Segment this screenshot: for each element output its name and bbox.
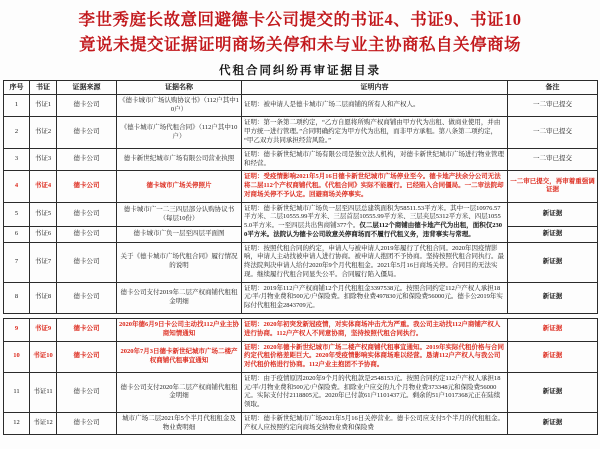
table-cell: 一二审已提交	[508, 117, 598, 148]
table-cell: 新证据	[508, 202, 598, 227]
table-cell: 证明：2020年初突发新冠疫情，对实体商场冲击尤为严重。我公司主动找112户商铺产权人进行协商。112户产权人不同意协商，坚持按照代租合同执行。	[242, 319, 508, 342]
table-header	[4, 80, 598, 94]
column-header: 序号	[4, 80, 30, 94]
table-cell: 一二审已提交	[508, 94, 598, 117]
table-cell: 德卡公司	[57, 94, 117, 117]
table-row	[4, 94, 598, 117]
table-cell: 德卡公司	[57, 202, 117, 227]
headline	[3, 8, 597, 58]
column-header: 证明内容	[242, 80, 508, 94]
table-cell: 证明：被申请人是德卡城市广场二层商铺的所有人和产权人。	[242, 94, 508, 117]
table-title: 代租合同纠纷再审证据目录	[219, 64, 381, 77]
table-cell: 书证1	[30, 94, 57, 117]
table-cell: 《德卡城市广场认购协议书》（112户其中10户）	[117, 94, 242, 117]
table-cell: 新证据	[508, 319, 598, 342]
table-cell: 6	[4, 227, 30, 242]
table-cell: 德卡公司	[57, 148, 117, 171]
table-row	[4, 202, 598, 227]
table-cell: 新证据	[508, 282, 598, 313]
table-cell: 德卡城市广负一层至四层平面图	[117, 227, 242, 242]
emphasized-text: 仅二层112个商铺由德卡地产代为出租，面积仅2300平方米。法院认为德卡公司故意关停商场而不履行代租义务，违背事实与常理。	[244, 222, 503, 238]
table-cell: 9	[4, 319, 30, 342]
table-cell: 12	[4, 412, 30, 435]
table-row	[4, 412, 598, 435]
table-cell: 新证据	[508, 227, 598, 242]
table-cell: 书证5	[30, 202, 57, 227]
table-row	[4, 171, 598, 202]
table-cell: 书证12	[30, 412, 57, 435]
table-cell: 11	[4, 372, 30, 412]
table-cell: 德卡城市广一二三四层部分认购协议书（每层10份）	[117, 202, 242, 227]
table-cell: 10	[4, 341, 30, 372]
table-cell: 证明：按照代租合同的约定，申请人与被申请人2019年履行了代租合同。2020年因疫情影响，申请人主动找被申请人进行协商。被申请人抱团不予协商。坚持按照代租合同执行。最终法院判决申请人给付2020年9个月代租租金。2021年5月16日商场关停。合同目的无法实现。继续履行代租合同显失公平。合同履行陷入僵局。	[242, 242, 508, 282]
table-cell: 证明：2019年112户产权商铺12个月代租租金3397538元。按照合同约定112户产权人承担18元/平/月物业费和500元/户保险费。扣除物业费497830元和保险费56000元。德卡公2019年实际付代租租金2843709元。	[242, 282, 508, 313]
table-cell: 德卡公司	[57, 341, 117, 372]
table-cell: 书证9	[30, 319, 57, 342]
table-cell: 德卡公司支付2020年二层产权商铺代租租金明细	[117, 372, 242, 412]
table-cell: 8	[4, 282, 30, 313]
table-cell: 新证据	[508, 242, 598, 282]
table-row	[4, 117, 598, 148]
table-cell: 书证4	[30, 171, 57, 202]
table-cell: 德卡公司	[57, 242, 117, 282]
table-cell: 2020年7月3日德卡新世纪城市广场二楼产权商铺代租事宜通知	[117, 341, 242, 372]
table-cell: 证明：德卡新世纪城市广场负一层至四层总建筑面积为58511.53平方米。其中一层10976.57平方米、二层10555.99平方米、三层首层10555.99平方米、三层夹层5312平方米、四层10555.0平方米。一至四层共出售商铺377个。仅二层112个商铺由德卡地产代为出租，面积仅2300平方米。法院认为德卡公司故意关停商场而不履行代租义务，违背事实与常理。	[242, 202, 508, 242]
column-header: 证据来源	[57, 80, 117, 94]
table-cell: 关于《德卡城市广场代租合同》履行情况的说明	[117, 242, 242, 282]
table-cell: 一二审已提交	[508, 148, 598, 171]
table-cell: 证明：2020年德卡新世纪城市广场二楼产权商铺代租事宜通知。2019年实际代租价格与合同约定代租价格差距巨大。2020年受疫情影响实体商场难以经营。恳请112户产权人与我公司对代租价格进行协商。112户业主抱团不予协商。	[242, 341, 508, 372]
headline-line1: 李世秀庭长故意回避德卡公司提交的书证4、书证9、书证10	[78, 10, 522, 29]
table-cell: 德卡公司	[57, 319, 117, 342]
table-cell: 德卡城市广场关停照片	[117, 171, 242, 202]
column-header: 证据名称	[117, 80, 242, 94]
table-row	[4, 319, 598, 342]
table-row	[4, 341, 598, 372]
table-cell: 《德卡城市广场代租合同》（112户其中10户）	[117, 117, 242, 148]
table-cell: 德卡公司	[57, 117, 117, 148]
column-header: 书证	[30, 80, 57, 94]
table-cell: 德卡新世纪城市广场有限公司营业执照	[117, 148, 242, 171]
table-cell: 1	[4, 94, 30, 117]
table-cell: 德卡公司	[57, 171, 117, 202]
table-cell: 证明：德卡新世纪城市广场2021年5月16日关停营业。德卡公司应支付5个半月的代租租金。产权人应按照约定向商场交纳物业费和保险费	[242, 412, 508, 435]
table-cell: 7	[4, 242, 30, 282]
table-cell: 证明：由于疫情原因2020年9个月的代租款是2548153元。按照合同约定112户产权人承担18元/平/月物业费和500元/户保险费。扣除业户应交的九个月物业费373348元和保险费56000元。实际支付付2118805元。2020年已付款61户1101437元。剩余的51户1017368元正在陆续领取。	[242, 372, 508, 412]
table-cell: 德卡公司	[57, 372, 117, 412]
table-cell: 书证3	[30, 148, 57, 171]
table-row	[4, 282, 598, 313]
headline-line2: 竟说未提交证据证明商场关停和未与业主协商私自关停商场	[79, 34, 521, 54]
table-cell: 书证7	[30, 242, 57, 282]
table-row	[4, 242, 598, 282]
table-cell: 证明：第一条第二项约定，“乙方自愿将所购产权商铺由甲方代为出租、做商业使用，并由甲方统一进行管理。”合同明确约定为甲方代为出租，而非甲方承租。第八条第二项约定，“甲乙双方共同承担经营风险。”	[242, 117, 508, 148]
table-cell: 德卡公司支付2019年二层产权商铺代租租金明细	[117, 282, 242, 313]
table-row	[4, 148, 598, 171]
table-cell: 新证据	[508, 412, 598, 435]
table-cell: 新证据	[508, 341, 598, 372]
table-cell: 书证11	[30, 372, 57, 412]
evidence-table-section-1	[3, 80, 598, 315]
table-cell: 证明：德卡新世纪城市广场有限公司是独立法人机构，对德卡新世纪城市广场进行物业管理和经营。	[242, 148, 508, 171]
table-cell: 德卡公司	[57, 282, 117, 313]
evidence-table-section-2	[3, 318, 598, 435]
table-cell: 2020年德6月9日卡公司主动找112户业主协商知情通知	[117, 319, 242, 342]
column-header: 备注	[508, 80, 598, 94]
table-cell: 5	[4, 202, 30, 227]
table-cell: 城市广场二层2021年5个半月代租租金及物业费明细	[117, 412, 242, 435]
table-cell: 德卡公司	[57, 227, 117, 242]
table-cell: 证明：受疫情影响2021年5月16日德卡新世纪城市广场停业至今。德卡地产扶余分公司无法将二层112个产权商铺代租。《代租合同》实际不能履行。已经陷入合同僵局。一二审法院却对商场关停不予认定。回避商场关停事实。	[242, 171, 508, 202]
table-row	[4, 372, 598, 412]
table-cell: 新证据	[508, 372, 598, 412]
table-cell: 3	[4, 148, 30, 171]
table-cell: 书证2	[30, 117, 57, 148]
table-cell: 一二审已提交，再审着重强调证据	[508, 171, 598, 202]
table-cell: 书证10	[30, 341, 57, 372]
table-cell: 书证6	[30, 227, 57, 242]
table-cell: 书证8	[30, 282, 57, 313]
table-cell: 德卡公司	[57, 412, 117, 435]
table-cell: 2	[4, 117, 30, 148]
table-header-row	[4, 80, 598, 94]
table-cell: 4	[4, 171, 30, 202]
